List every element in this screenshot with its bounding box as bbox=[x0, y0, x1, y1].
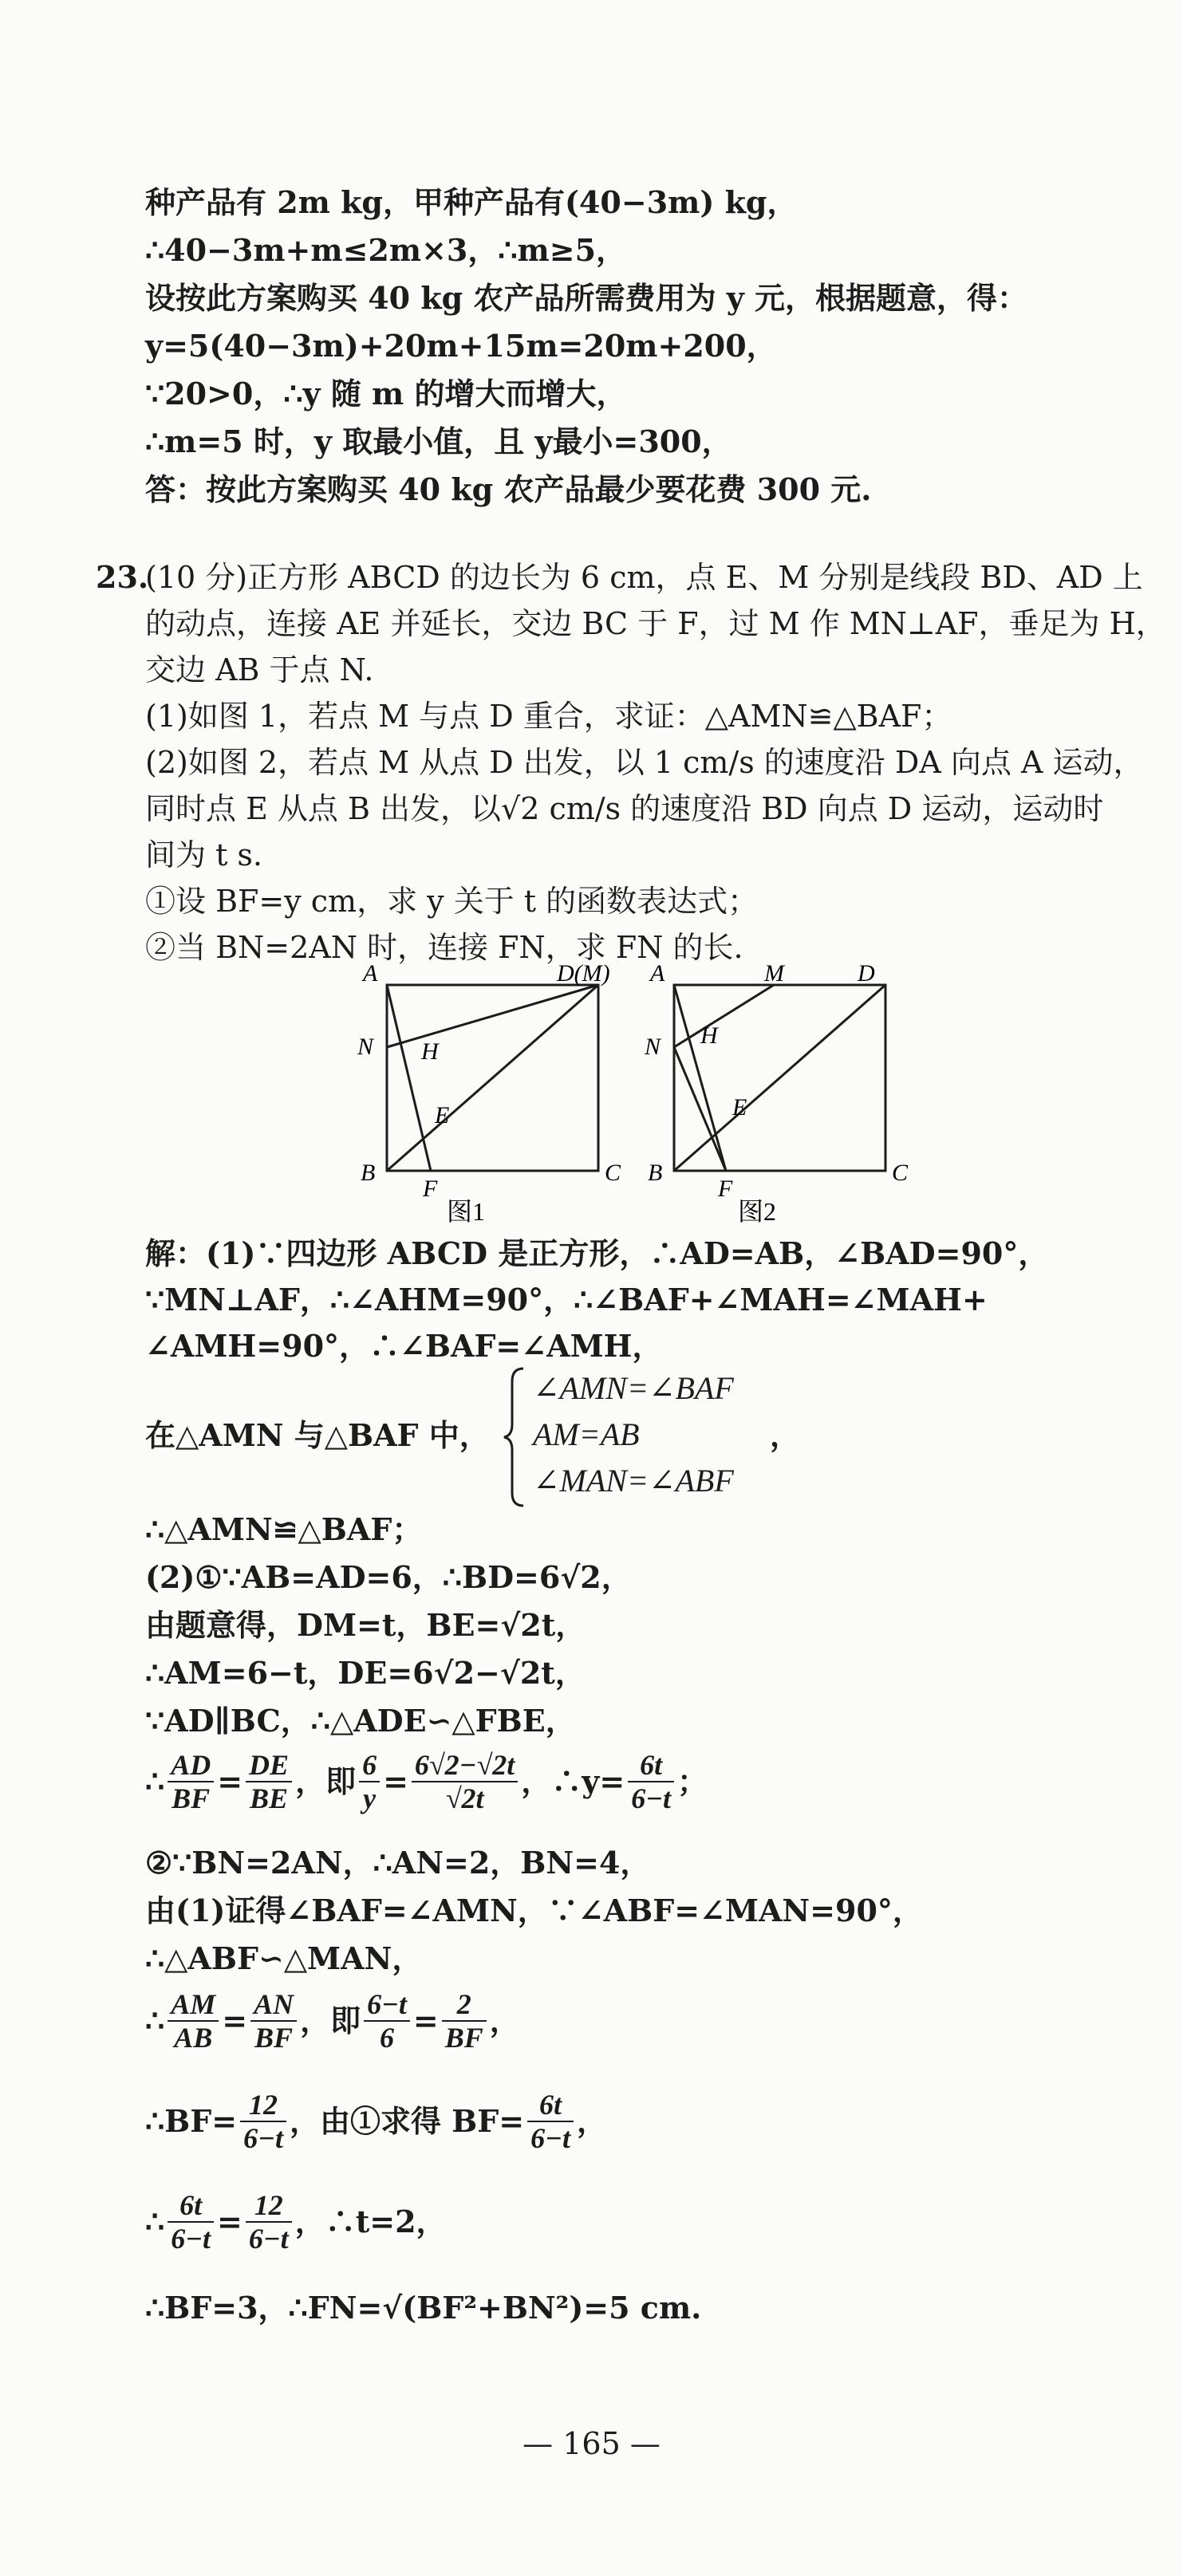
solution-line: 在△AMN 与△BAF 中， bbox=[145, 1417, 490, 1453]
text: ∴ bbox=[145, 2003, 165, 2038]
label-e: E bbox=[732, 1094, 747, 1121]
text-line: 设按此方案购买 40 kg 农产品所需费用为 y 元，根据题意，得： bbox=[145, 280, 1028, 316]
solution-fraction-line bbox=[145, 2083, 607, 2160]
label-c: C bbox=[605, 1160, 621, 1186]
problem-line: ②当 BN=2AN 时，连接 FN，求 FN 的长. bbox=[145, 930, 743, 965]
solution-line: ∴△AMN≌△BAF； bbox=[145, 1511, 423, 1547]
segment-nm bbox=[387, 985, 598, 1047]
label-d: D bbox=[858, 960, 875, 987]
text-line: ∴m=5 时，y 取最小值，且 y最小=300， bbox=[145, 423, 732, 459]
solution-line: ∴BF=3，∴FN=√(BF²+BN²)=5 cm. bbox=[145, 2290, 702, 2326]
text: ，∴y= bbox=[521, 1763, 625, 1799]
brace-icon bbox=[503, 1365, 526, 1509]
label-f: F bbox=[718, 1176, 733, 1202]
text-line: y=5(40−3m)+20m+15m=20m+200， bbox=[145, 328, 777, 364]
solution-line: ∵AD∥BC，∴△ADE∽△FBE， bbox=[145, 1703, 576, 1739]
fraction: $\frac{6t}{6-t}$ bbox=[628, 1749, 674, 1814]
fraction: $\frac{6}{y}$ bbox=[359, 1749, 380, 1814]
text: = bbox=[383, 1763, 408, 1799]
label-d: D(M) bbox=[557, 960, 610, 987]
text: ∴BF= bbox=[145, 2103, 238, 2139]
label-a: A bbox=[363, 960, 378, 987]
text: ∴ bbox=[145, 2204, 165, 2239]
problem-line: 同时点 E 从点 B 出发，以√2 cm/s 的速度沿 BD 向点 D 运动，运动时 bbox=[145, 791, 1104, 826]
problem-line: 的动点，连接 AE 并延长，交边 BC 于 F，过 M 作 MN⊥AF，垂足为 H， bbox=[145, 606, 1166, 641]
solution-line: ∴△ABF∽△MAN， bbox=[145, 1940, 423, 1976]
brace-row: ∠MAN=∠ABF bbox=[533, 1463, 734, 1499]
fraction: $\frac{12}{6-t}$ bbox=[240, 2089, 286, 2154]
text: = bbox=[412, 2003, 439, 2038]
solution-line: 解：(1)∵四边形 ABCD 是正方形，∴AD=AB，∠BAD=90°， bbox=[145, 1235, 1049, 1271]
text-line: 答：按此方案购买 40 kg 农产品最少要花费 300 元. bbox=[145, 471, 872, 507]
solution-line: ∵MN⊥AF，∴∠AHM=90°，∴∠BAF+∠MAH=∠MAH+ bbox=[145, 1282, 988, 1318]
solution-line: ∠AMH=90°，∴∠BAF=∠AMH， bbox=[145, 1328, 663, 1364]
text-line: 种产品有 2m kg，甲种产品有(40−3m) kg， bbox=[145, 184, 798, 220]
text: ∴ bbox=[145, 1763, 165, 1799]
text: ， bbox=[489, 2003, 520, 2038]
fraction: $\frac{DE}{BE}$ bbox=[246, 1749, 292, 1814]
text: ，即 bbox=[300, 2003, 361, 2038]
text: ，即 bbox=[295, 1763, 357, 1799]
solution-line: ②∵BN=2AN，∴AN=2，BN=4， bbox=[145, 1845, 651, 1881]
label-c: C bbox=[892, 1160, 909, 1186]
fraction: $\frac{AM}{AB}$ bbox=[168, 1988, 219, 2054]
fraction: $\frac{6√2-√2t}{√2t}$ bbox=[412, 1749, 518, 1814]
text: = bbox=[217, 2204, 243, 2239]
problem-number: 23. bbox=[96, 559, 149, 595]
text-line: ∴40−3m+m≤2m×3，∴m≥5， bbox=[145, 232, 627, 268]
solution-line: 由题意得，DM=t，BE=√2t， bbox=[145, 1607, 586, 1643]
label-e: E bbox=[435, 1102, 450, 1128]
solution-line: ∴AM=6−t，DE=6√2−√2t， bbox=[145, 1655, 586, 1691]
fraction: $\frac{2}{BF}$ bbox=[442, 1988, 487, 2054]
brace-system bbox=[533, 1365, 734, 1504]
label-n: N bbox=[645, 1034, 661, 1060]
figure-2 bbox=[638, 957, 909, 1228]
problem-line: (10 分)正方形 ABCD 的边长为 6 cm，点 E、M 分别是线段 BD、AD 上 bbox=[145, 560, 1143, 595]
solution-fraction-line bbox=[145, 1743, 708, 1820]
text: = bbox=[222, 2003, 248, 2038]
label-h: H bbox=[700, 1022, 718, 1049]
fraction: $\frac{6-t}{6}$ bbox=[364, 1988, 410, 2054]
label-b: B bbox=[361, 1160, 376, 1186]
brace-row: ∠AMN=∠BAF bbox=[533, 1370, 734, 1406]
solution-line: 由(1)证得∠BAF=∠AMN，∵∠ABF=∠MAN=90°， bbox=[145, 1893, 923, 1928]
figure-caption: 图1 bbox=[447, 1197, 486, 1226]
segment-nm bbox=[674, 985, 774, 1047]
label-b: B bbox=[648, 1160, 663, 1186]
solution-line: (2)①∵AB=AD=6，∴BD=6√2， bbox=[145, 1559, 632, 1595]
solution-fraction-line bbox=[145, 1983, 520, 2059]
segment-nf bbox=[674, 1047, 726, 1171]
figure-1 bbox=[351, 957, 621, 1228]
page-number: — 165 — bbox=[522, 2426, 661, 2461]
solution-fraction-line bbox=[145, 2184, 447, 2260]
label-m: M bbox=[764, 960, 784, 987]
solution-line: ， bbox=[770, 1417, 801, 1453]
brace-row: AM=AB bbox=[533, 1416, 640, 1452]
fraction: $\frac{AN}{BF}$ bbox=[250, 1988, 297, 2054]
text-line: ∵20>0，∴y 随 m 的增大而增大， bbox=[145, 376, 627, 412]
figure-caption: 图2 bbox=[738, 1197, 777, 1226]
fraction: $\frac{6t}{6-t}$ bbox=[527, 2089, 574, 2154]
label-h: H bbox=[421, 1038, 439, 1065]
segment-af bbox=[387, 985, 431, 1171]
fraction: $\frac{AD}{BF}$ bbox=[168, 1749, 214, 1814]
problem-line: (2)如图 2，若点 M 从点 D 出发，以 1 cm/s 的速度沿 DA 向点 A 运动， bbox=[145, 745, 1144, 780]
problem-line: 交边 AB 于点 N. bbox=[145, 652, 374, 687]
text: = bbox=[217, 1763, 243, 1799]
problem-line: 间为 t s. bbox=[145, 837, 263, 872]
text: ，∴t=2， bbox=[294, 2204, 447, 2239]
text: ； bbox=[677, 1763, 708, 1799]
problem-line: (1)如图 1，若点 M 与点 D 重合，求证：△AMN≌△BAF； bbox=[145, 699, 952, 734]
fraction: $\frac{12}{6-t}$ bbox=[246, 2189, 292, 2255]
problem-line: ①设 BF=y cm，求 y 关于 t 的函数表达式； bbox=[145, 884, 759, 919]
text: ， bbox=[576, 2103, 607, 2139]
segment-af bbox=[674, 985, 726, 1171]
segment-bd bbox=[674, 985, 885, 1171]
label-f: F bbox=[423, 1176, 438, 1202]
segment-bd bbox=[387, 985, 598, 1171]
fraction: $\frac{6t}{6-t}$ bbox=[168, 2189, 214, 2255]
label-n: N bbox=[357, 1034, 374, 1060]
text: ，由①求得 BF= bbox=[289, 2103, 525, 2139]
label-a: A bbox=[650, 960, 665, 987]
